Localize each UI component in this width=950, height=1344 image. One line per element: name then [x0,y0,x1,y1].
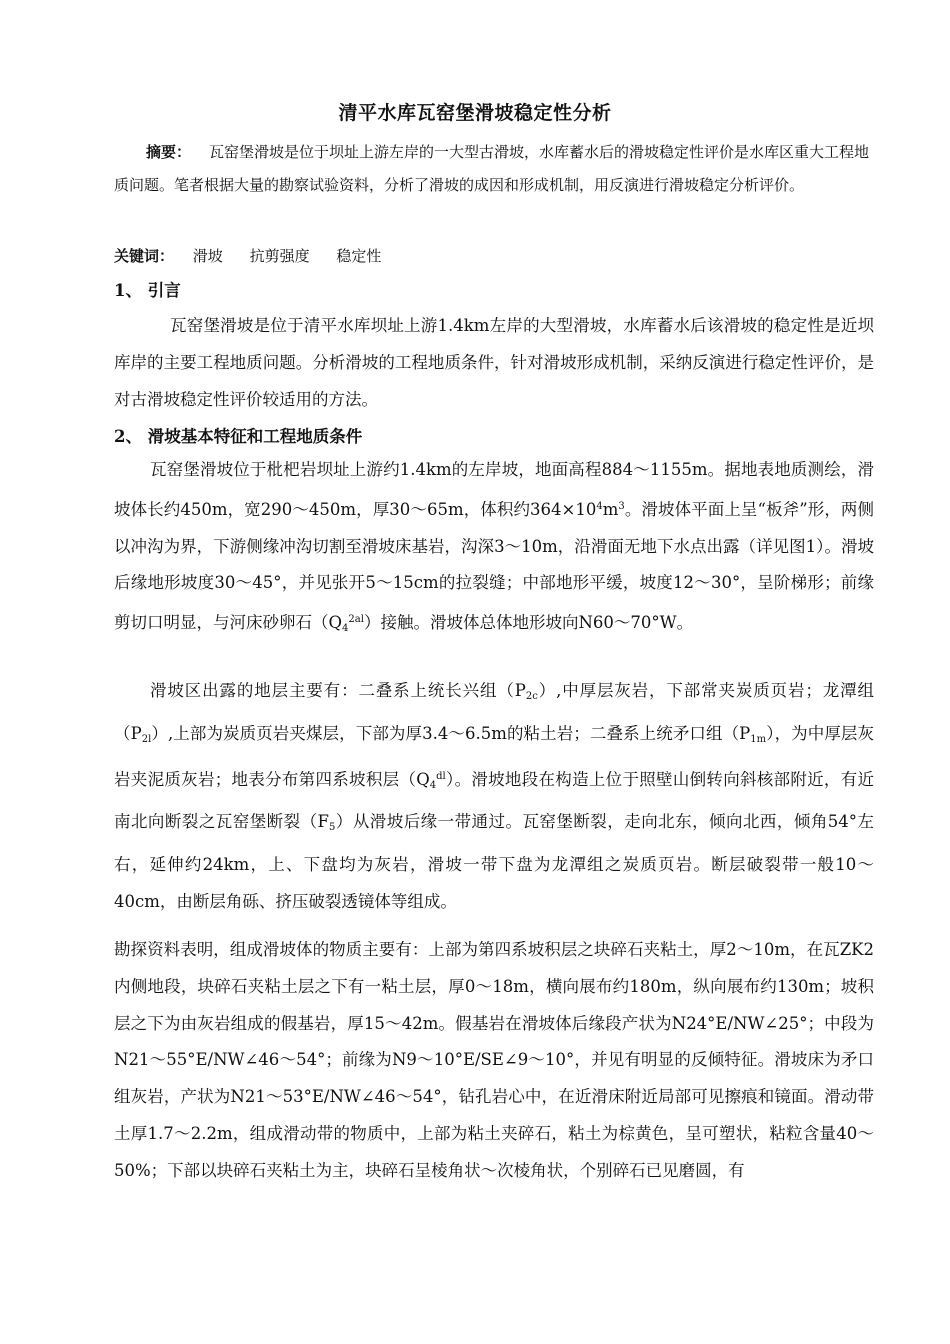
keyword-item: 抗剪强度 [249,247,310,265]
text-run: 滑坡区出露的地层主要有：二叠系上统长兴组（P [150,681,526,700]
section2-paragraph-1 [114,452,874,648]
text-run: ）从滑坡后缘一带通过。瓦窑堡断裂，走向北东，倾向北西，倾角54°左右，延伸约24km，上、下盘均为灰岩，滑坡一带下盘为龙潭组之炭质页岩。断层破裂带一般10～40cm，由断层角砾、挤压破裂透镜体等组成。 [114,812,874,911]
section-heading-2: 2、 滑坡基本特征和工程地质条件 [114,427,363,446]
section2-paragraph-3: 勘探资料表明，组成滑坡体的物质主要有：上部为第四系坡积层之块碎石夹粘土，厚2～10m，在瓦ZK2内侧地段，块碎石夹粘土层之下有一粘土层，厚0～18m，横向展布约180m，纵向展布约130m；坡积层之下为由灰岩组成的假基岩，厚15～42m。假基岩在滑坡体后缘段产状为N24°E/NW∠25°；中段为N21～55°E/NW∠46～54°；前缘为N9～10°E/SE∠9～10°，并见有明显的反倾特征。滑坡床为矛口组灰岩，产状为N21～53°E/NW∠46～54°，钻孔岩心中，在近滑床附近局部可见擦痕和镜面。滑动带土厚1.7～2.2m，组成滑动带的物质中，上部为粘土夹碎石，粘土为棕黄色，呈可塑状，粘粒含量40～50%；下部以块碎石夹粘土为主，块碎石呈棱角状～次棱角状，个别碎石已见磨圆，有 [114,940,874,1180]
subscript: 1m [750,733,767,745]
superscript: 2al [348,614,364,626]
paper-title: 清平水库瓦窑堡滑坡稳定性分析 [338,102,612,124]
section2-paragraph-2 [114,673,874,921]
text-run: ）,中厚层灰岩，下部常夹炭质页岩；龙潭组（P [114,681,874,743]
abstract [114,136,874,202]
section-heading-1: 1、 引言 [114,281,181,300]
keywords [114,242,403,270]
superscript: 3 [618,500,625,512]
keyword-item: 稳定性 [336,247,382,265]
abstract-text: 瓦窑堡滑坡是位于坝址上游左岸的一大型古滑坡，水库蓄水后的滑坡稳定性评价是水库区重大工程地质问题。笔者根据大量的勘察试验资料，分析了滑坡的成因和形成机制，用反演进行滑坡稳定分析评价。 [114,143,870,194]
text-run: ）,上部为炭质页岩夹煤层，下部为厚3.4～6.5m的粘土岩；二叠系上统矛口组（P [151,723,751,743]
text-run: ），为中厚层灰岩夹泥质灰岩；地表分布第四系坡积层（Q [114,723,874,789]
subscript: 4 [342,623,349,635]
text-run: 。滑坡体平面上呈“板斧”形，两侧以冲沟为界，下游侧缘冲沟切割至滑坡床基岩，沟深3～10m，沿滑面无地下水点出露（详见图1）。滑坡后缘地形坡度30～45°，并见张开5～15cm的拉裂缝；中部地形平缓，坡度12～30°，呈阶梯形；前缘剪切口明显，与河床砂卵石（Q [114,499,874,633]
subscript: 4 [429,779,437,791]
text-run: m [602,499,619,519]
superscript: dl [436,770,446,782]
subscript: 2c [525,691,538,702]
keywords-label: 关键词： [114,247,175,265]
text-run: ）。滑坡地段在构造上位于照壁山倒转向斜核部附近，有近南北向断裂之瓦窑堡断裂（F [114,769,875,832]
superscript: 4 [596,500,603,512]
text-run: 瓦窑堡滑坡位于枇杷岩坝址上游约1.4km的左岸坡，地面高程884～1155m。据地表地质测绘，滑坡体长约450m，宽290～450m，厚30～65m，体积约364×10 [114,460,874,519]
text-run: ）接触。滑坡体总体地形坡向N60～70°W。 [363,613,694,633]
subscript: 5 [329,822,336,834]
abstract-label: 摘要： [146,143,192,161]
keyword-item: 滑坡 [192,247,223,265]
intro-paragraph: 瓦窑堡滑坡是位于清平水库坝址上游1.4km左岸的大型滑坡，水库蓄水后该滑坡的稳定性是近坝库岸的主要工程地质问题。分析滑坡的工程地质条件，针对滑坡形成机制，采纳反演进行稳定性评价，是对古滑坡稳定性评价较适用的方法。 [114,316,874,409]
subscript: 2l [141,733,152,745]
